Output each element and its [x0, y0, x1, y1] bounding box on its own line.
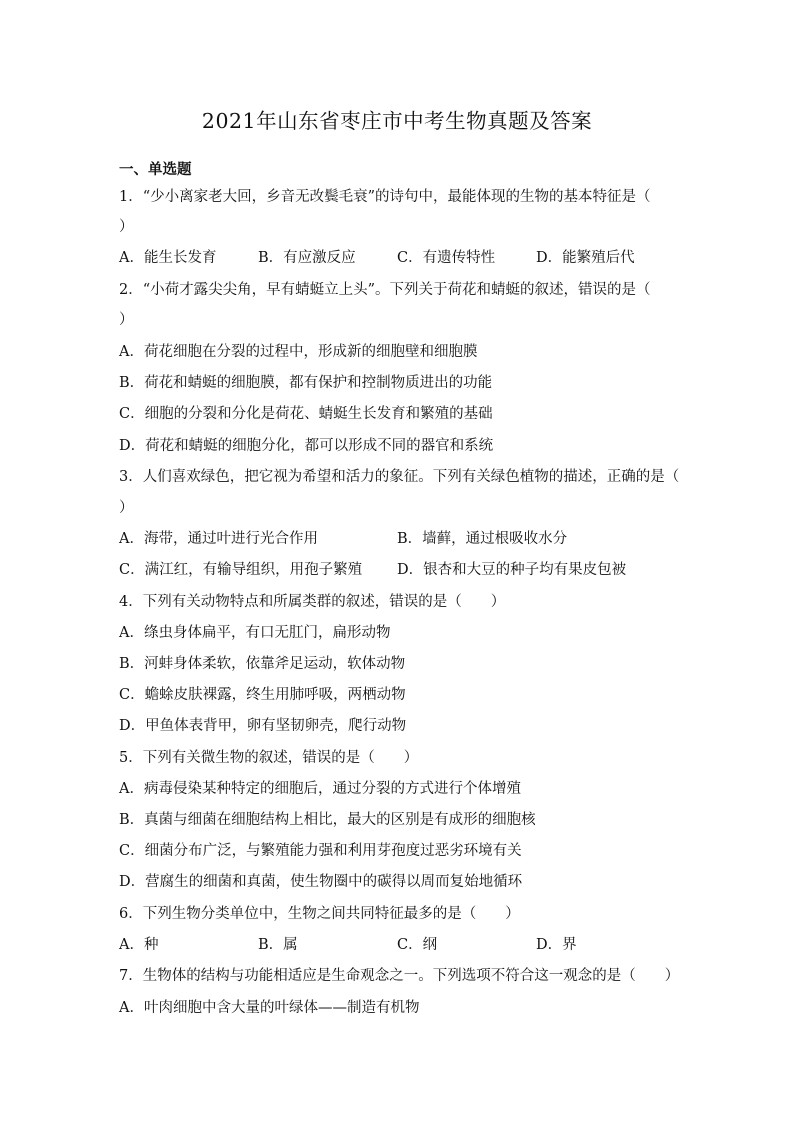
question-4-option-d: D．甲鱼体表背甲，卵有坚韧卵壳，爬行动物 [119, 718, 407, 734]
page-title: 2021年山东省枣庄市中考生物真题及答案 [201, 109, 593, 133]
question-1-option-b: B．有应激反应 [258, 250, 356, 266]
question-2-stem-end: ） [119, 312, 134, 328]
question-7-option-a: A．叶肉细胞中含大量的叶绿体——制造有机物 [119, 1000, 420, 1016]
question-1-stem-end: ） [119, 219, 134, 235]
question-4-option-a: A．绦虫身体扁平，有口无肛门，扁形动物 [119, 625, 391, 641]
question-5-option-c: C．细菌分布广泛，与繁殖能力强和利用芽孢度过恶劣环境有关 [119, 843, 522, 859]
question-7-stem: 7．生物体的结构与功能相适应是生命观念之一。下列选项不符合这一观念的是（ ） [119, 968, 680, 984]
question-6-option-b: B．属 [258, 937, 298, 953]
question-4-stem: 4．下列有关动物特点和所属类群的叙述，错误的是（ ） [119, 594, 506, 610]
question-3-option-a: A．海带，通过叶进行光合作用 [119, 531, 318, 547]
question-5-option-a: A．病毒侵染某种特定的细胞后，通过分裂的方式进行个体增殖 [119, 781, 521, 797]
question-6-option-d: D．界 [536, 937, 577, 953]
question-1-stem: 1．“少小离家老大回，乡音无改鬓毛衰”的诗句中，最能体现的生物的基本特征是（ [119, 189, 651, 205]
question-6-option-a: A．种 [119, 937, 159, 953]
question-6-stem: 6．下列生物分类单位中，生物之间共同特征最多的是（ ） [119, 906, 520, 922]
question-2-option-d: D．荷花和蜻蜓的细胞分化，都可以形成不同的器官和系统 [119, 438, 494, 454]
question-2-option-a: A．荷花细胞在分裂的过程中，形成新的细胞壁和细胞膜 [119, 344, 478, 360]
question-1-option-d: D．能繁殖后代 [536, 250, 635, 266]
question-3-option-c: C．满江红，有输导组织，用孢子繁殖 [119, 562, 363, 578]
question-3-stem: 3．人们喜欢绿色，把它视为希望和活力的象征。下列有关绿色植物的描述，正确的是（ [119, 469, 680, 485]
question-2-option-c: C．细胞的分裂和分化是荷花、蜻蜓生长发育和繁殖的基础 [119, 406, 493, 422]
question-2-option-b: B．荷花和蜻蜓的细胞膜，都有保护和控制物质进出的功能 [119, 375, 493, 391]
question-3-stem-end: ） [119, 500, 134, 516]
question-5-option-b: B．真菌与细菌在细胞结构上相比，最大的区别是有成形的细胞核 [119, 812, 536, 828]
question-5-stem: 5．下列有关微生物的叙述，错误的是（ ） [119, 750, 419, 766]
question-1-option-c: C．有遗传特性 [397, 250, 496, 266]
question-1-option-a: A．能生长发育 [119, 250, 217, 266]
question-3-option-b: B．墙藓，通过根吸收水分 [397, 531, 568, 547]
question-4-option-b: B．河蚌身体柔软，依靠斧足运动，软体动物 [119, 656, 406, 672]
section-heading: 一、单选题 [119, 162, 192, 178]
question-4-option-c: C．蟾蜍皮肤裸露，终生用肺呼吸，两栖动物 [119, 687, 406, 703]
question-5-option-d: D．营腐生的细菌和真菌，使生物圈中的碳得以周而复始地循环 [119, 874, 523, 890]
question-3-option-d: D．银杏和大豆的种子均有果皮包被 [397, 562, 627, 578]
question-6-option-c: C．纲 [397, 937, 438, 953]
question-2-stem: 2．“小荷才露尖尖角，早有蜻蜓立上头”。下列关于荷花和蜻蜓的叙述，错误的是（ [119, 282, 651, 298]
